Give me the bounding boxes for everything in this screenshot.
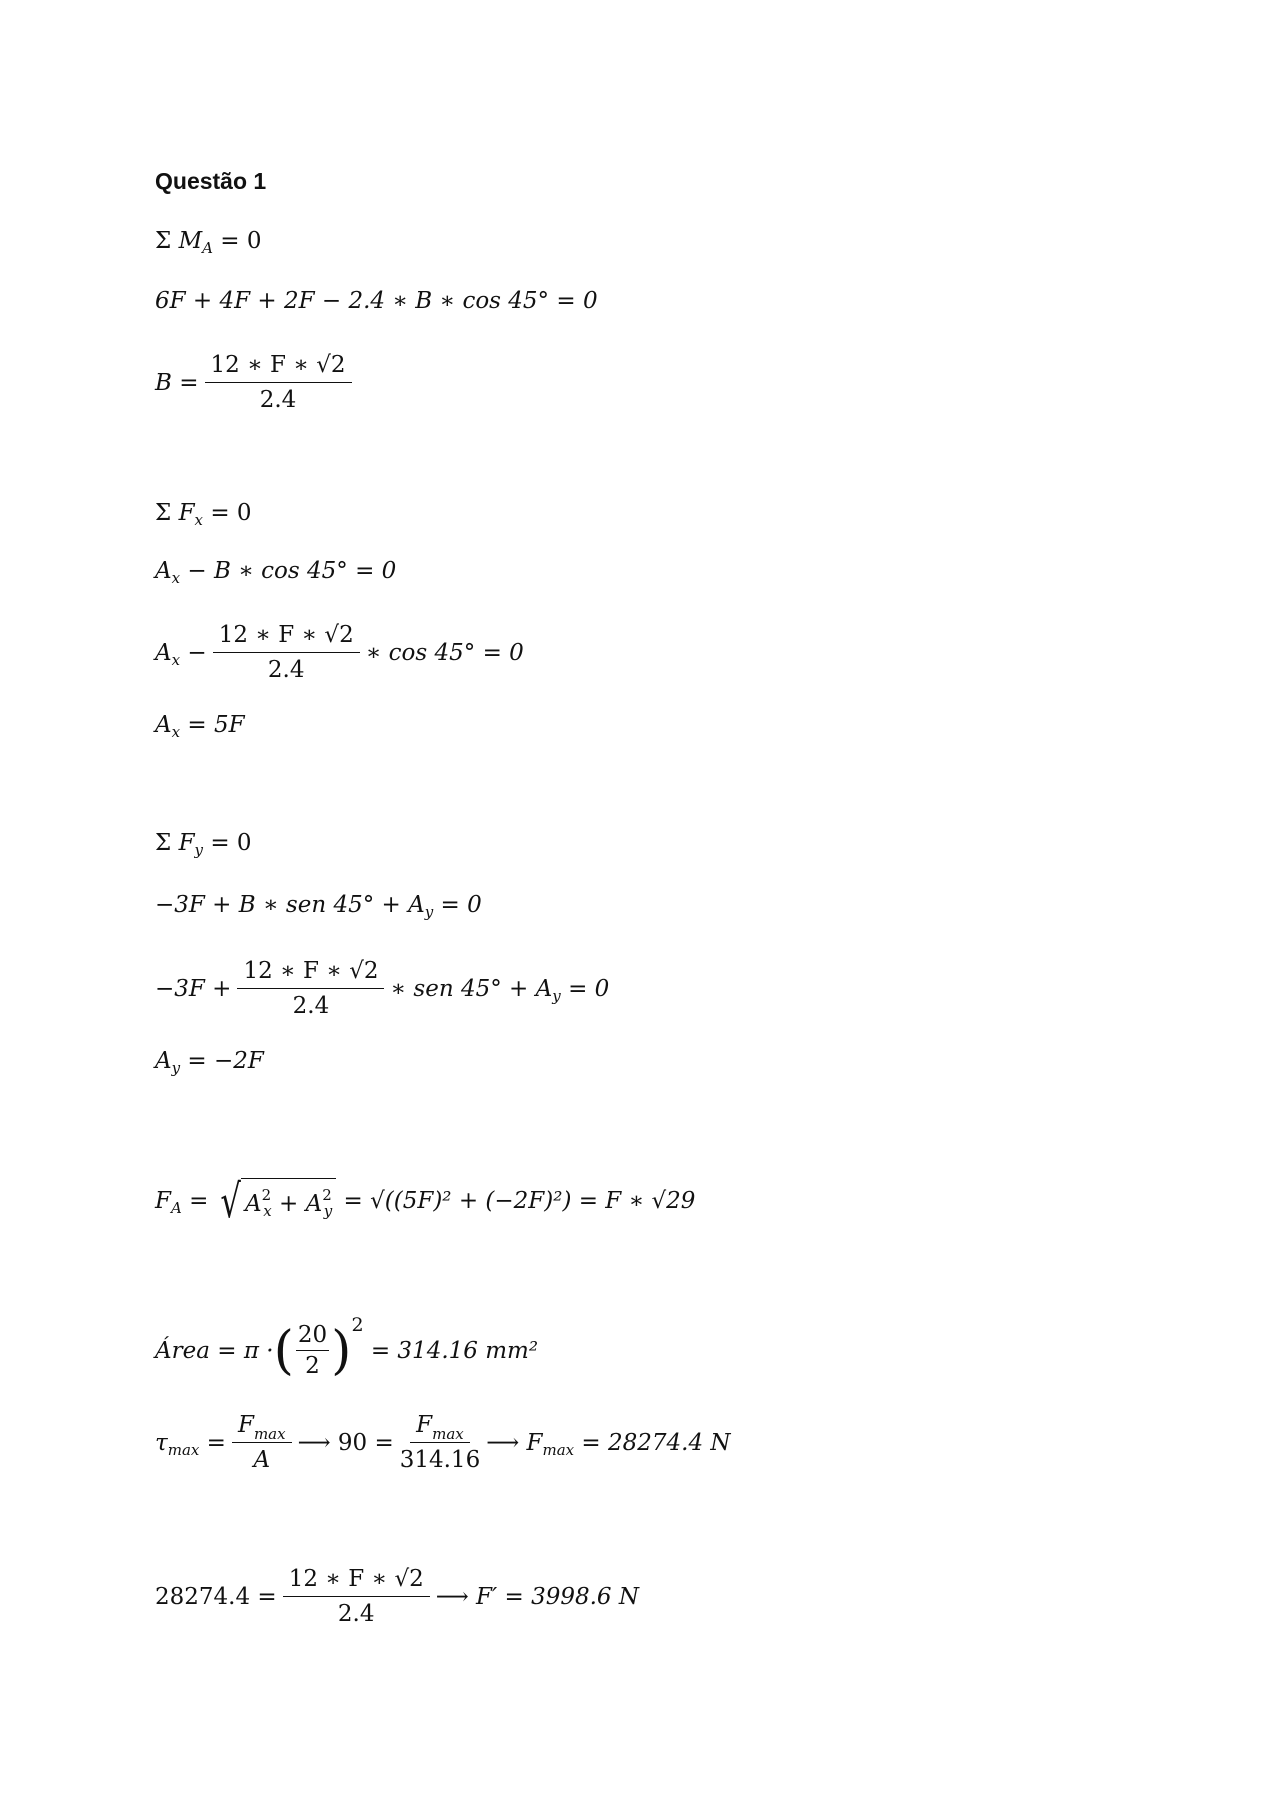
ay-equation-2-tail: = 0 bbox=[568, 975, 610, 1002]
final-result: ⟶ F′ = 3998.6 N bbox=[435, 1583, 640, 1610]
area-fraction bbox=[296, 1322, 329, 1379]
fa-equation: F A = √ A $^2$ x + A $^2$ y = √((5F)² + (−2F)²) = F ∗ √29 bbox=[155, 1174, 696, 1228]
fa-sqrt: √ A $^2$ x + A $^2$ y bbox=[216, 1178, 337, 1224]
fa-equation-tail: = √((5F)² + (−2F)²) = F ∗ √29 bbox=[343, 1188, 696, 1214]
ax-equation-2: A x − $\frac{12 ∗ F ∗ √2}{2.4}$ ∗ cos 45° = 0 bbox=[155, 622, 524, 683]
tau-fraction: $\frac{F_{max}}{A}$ bbox=[232, 1412, 292, 1473]
b-fraction-numerator: 12 ∗ F ∗ √2 bbox=[205, 352, 352, 383]
tau-fraction-denominator: A bbox=[253, 1447, 271, 1473]
ay-result-text: = −2F bbox=[187, 1048, 264, 1074]
area-fraction-denominator: 2 bbox=[305, 1353, 320, 1379]
ay-result: A y = −2F bbox=[155, 1048, 264, 1077]
ay-fraction bbox=[237, 958, 384, 1019]
ay-equation-2-mid: ∗ sen 45° + bbox=[390, 975, 529, 1002]
ax-fraction-numerator: 12 ∗ F ∗ √2 bbox=[213, 622, 360, 653]
ay-equation-1: −3F + B ∗ sen 45° + A y = 0 bbox=[155, 892, 482, 921]
ax-equation-1: A x − B ∗ cos 45° = 0 bbox=[155, 558, 397, 587]
sum-fy-value: = 0 bbox=[210, 830, 252, 856]
area-equation: Área = π · ( $\frac{20}{2}$ ) 2 = 314.16 mm² bbox=[155, 1313, 539, 1381]
ax-equation-1-text: − B ∗ cos 45° = 0 bbox=[187, 558, 397, 584]
sum-fx-line: Σ F x = 0 bbox=[155, 500, 252, 529]
tau-result: = 28274.4 N bbox=[581, 1429, 731, 1456]
ay-fraction-denominator: 2.4 bbox=[292, 993, 330, 1019]
final-fraction-numerator: 12 ∗ F ∗ √2 bbox=[283, 1566, 430, 1597]
area-label: Área = π · bbox=[155, 1337, 274, 1364]
final-fraction bbox=[283, 1566, 430, 1627]
b-equation: B = $\frac{12 ∗ F ∗ √2}{2.4}$ bbox=[155, 352, 358, 413]
ax-equation-2-tail: ∗ cos 45° = 0 bbox=[365, 639, 524, 666]
ay-equation-1-tail: = 0 bbox=[440, 892, 482, 918]
tau-fraction-2: $\frac{F_{max}}{314.16}$ bbox=[399, 1412, 481, 1473]
sum-moments-value: = 0 bbox=[220, 228, 262, 254]
ay-equation-2-head: −3F + bbox=[155, 975, 232, 1002]
area-fraction-numerator: 20 bbox=[296, 1322, 329, 1351]
final-head: 28274.4 = bbox=[155, 1583, 277, 1610]
ay-fraction-numerator: 12 ∗ F ∗ √2 bbox=[237, 958, 384, 989]
final-fraction-denominator: 2.4 bbox=[337, 1601, 375, 1627]
sum-fy-line: Σ F y = 0 bbox=[155, 830, 252, 859]
ax-fraction bbox=[213, 622, 360, 683]
moment-equation-text: 6F + 4F + 2F − 2.4 ∗ B ∗ cos 45° = 0 bbox=[155, 288, 598, 314]
b-fraction bbox=[205, 352, 352, 413]
moment-equation bbox=[155, 288, 598, 314]
area-result: = 314.16 mm² bbox=[370, 1337, 539, 1364]
area-exponent: 2 bbox=[351, 1313, 364, 1336]
tau-mid: ⟶ 90 = bbox=[297, 1429, 394, 1456]
ay-equation-1-head: −3F + B ∗ sen 45° + bbox=[155, 892, 401, 918]
ax-result-text: = 5F bbox=[187, 712, 245, 738]
question-title: Questão 1 bbox=[155, 168, 267, 194]
ay-equation-2: −3F + $\frac{12 ∗ F ∗ √2}{2.4}$ ∗ sen 45° + A y = 0 bbox=[155, 958, 610, 1019]
sum-moments-line: Σ M A = 0 bbox=[155, 228, 262, 257]
b-fraction-denominator: 2.4 bbox=[259, 387, 297, 413]
tau-fraction-2-denominator: 314.16 bbox=[399, 1447, 481, 1473]
ax-fraction-denominator: 2.4 bbox=[267, 657, 305, 683]
sum-fx-value: = 0 bbox=[210, 500, 252, 526]
final-equation bbox=[155, 1566, 639, 1627]
ax-result: A x = 5F bbox=[155, 712, 245, 741]
tau-equation: τ max = $\frac{F_{max}}{A}$ ⟶ 90 = $\frac{F_{max}}{314.16}$ ⟶ F max = 28274.4 N bbox=[155, 1412, 731, 1473]
